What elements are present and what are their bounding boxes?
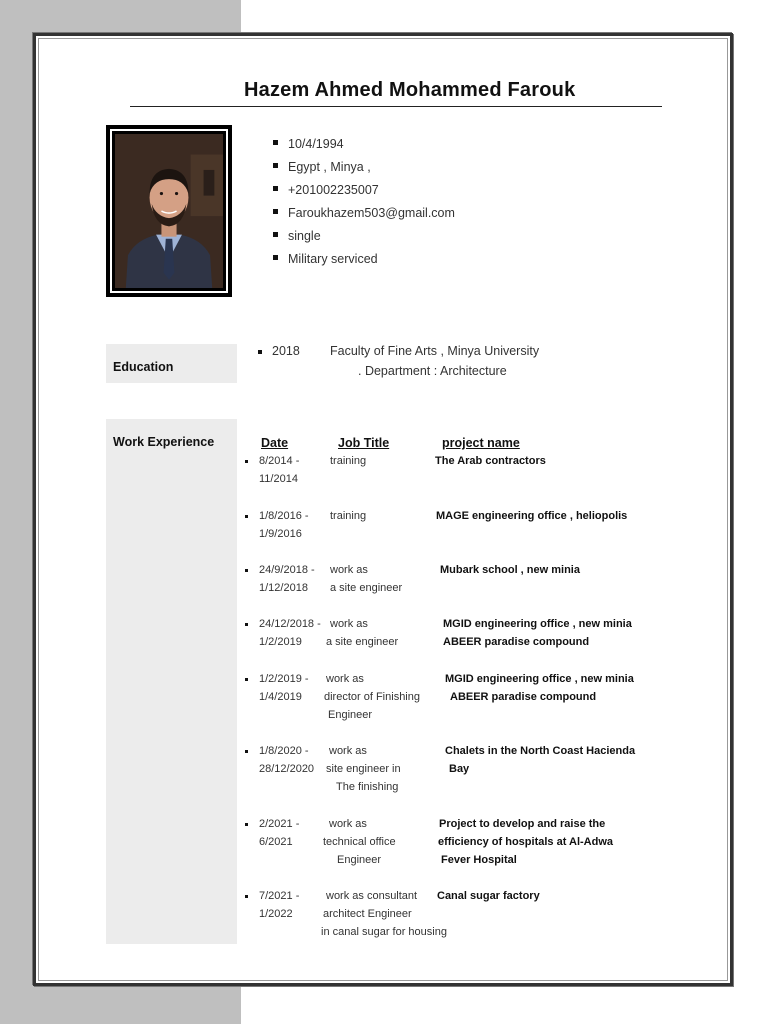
profile-photo-frame — [106, 125, 232, 297]
col-header-project: project name — [442, 436, 520, 450]
location: Egypt , Minya , — [273, 159, 455, 182]
person-portrait-icon — [115, 134, 223, 288]
education-heading: Education — [106, 344, 237, 383]
email: Faroukhazem503@gmail.com — [273, 205, 455, 228]
col-header-job-title: Job Title — [338, 436, 390, 450]
work-experience-heading: Work Experience — [106, 419, 237, 944]
education-year: 2018 — [272, 344, 300, 358]
marital-status: single — [273, 228, 455, 251]
name-underline — [130, 106, 662, 107]
col-header-date: Date — [261, 436, 289, 450]
personal-info-list — [273, 136, 455, 274]
profile-photo — [115, 134, 223, 288]
birth-date: 10/4/1994 — [273, 136, 455, 159]
phone-number: +201002235007 — [273, 182, 455, 205]
bullet — [258, 350, 262, 354]
education-department: . Department : Architecture — [358, 364, 507, 378]
candidate-name: Hazem Ahmed Mohammed Farouk — [244, 79, 576, 101]
education-faculty: Faculty of Fine Arts , Minya University — [330, 344, 540, 358]
military-status: Military serviced — [273, 251, 455, 274]
